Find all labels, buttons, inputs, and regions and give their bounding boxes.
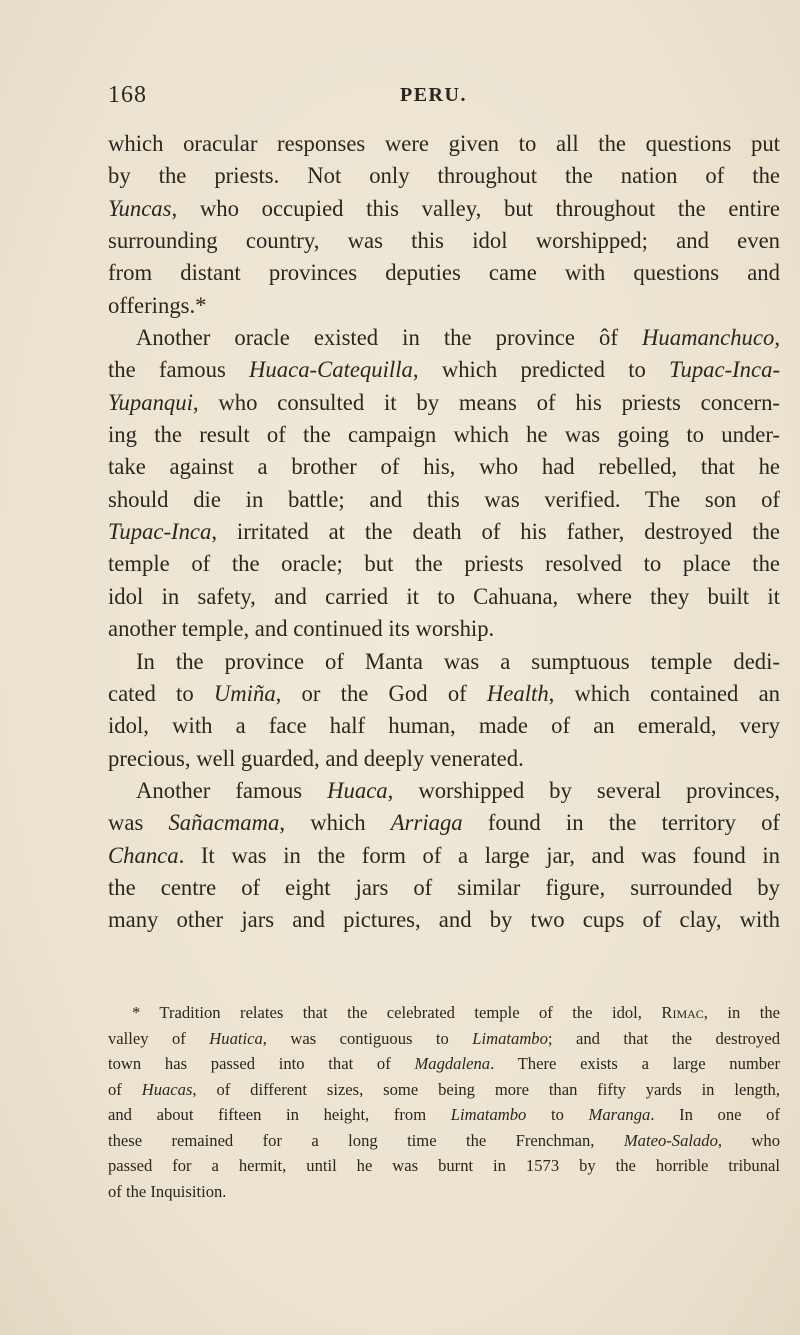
body-line: temple of the oracle; but the priests resolved to place the <box>108 551 780 577</box>
body-line: idol in safety, and carried it to Cahuana, where they built it <box>108 583 780 609</box>
body-line: another temple, and continued its worship. <box>108 616 495 642</box>
body-line: many other jars and pictures, and by two cups of clay, with <box>108 907 780 933</box>
body-line: by the priests. Not only throughout the nation of the <box>108 163 780 189</box>
body-text <box>108 128 780 937</box>
page-header <box>108 82 780 112</box>
body-line: was Sañacmama, which Arriaga found in the territory of <box>108 810 780 836</box>
body-line: take against a brother of his, who had rebelled, that he <box>108 454 780 480</box>
body-line: Chanca. It was in the form of a large jar, and was found in <box>108 842 780 868</box>
body-line: surrounding country, was this idol worshipped; and even <box>108 228 780 254</box>
body-line: precious, well guarded, and deeply venerated. <box>108 745 524 771</box>
body-line: Yupanqui, who consulted it by means of his priests concern- <box>108 389 780 415</box>
footnote-line: of the Inquisition. <box>108 1181 227 1201</box>
body-line: cated to Umiña, or the God of Health, which contained an <box>108 680 780 706</box>
footnote-line: * Tradition relates that the celebrated temple of the idol, Rimac, in the <box>132 1003 781 1022</box>
footnote-line: of Huacas, of different sizes, some being more than fifty yards in length, <box>108 1079 780 1099</box>
footnote-line: valley of Huatica, was contiguous to Limatambo; and that the destroyed <box>108 1028 780 1048</box>
body-line: idol, with a face half human, made of an emerald, very <box>108 713 780 739</box>
running-head: PERU. <box>400 84 467 106</box>
body-line: Another famous Huaca, worshipped by several provinces, <box>136 777 780 803</box>
footnote-line: and about fifteen in height, from Limatambo to Maranga. In one of <box>108 1105 780 1124</box>
footnote-line: these remained for a long time the Frenchman, Mateo-Salado, who <box>108 1130 781 1150</box>
footnote <box>108 1000 780 1204</box>
footnote-line: passed for a hermit, until he was burnt in 1573 by the horrible tribunal <box>108 1156 780 1175</box>
body-line: from distant provinces deputies came with questions and <box>108 260 780 286</box>
footnote-line: town has passed into that of Magdalena. There exists a large number <box>108 1054 780 1073</box>
body-line: Another oracle existed in the province ôf Huamanchuco, <box>136 325 780 351</box>
body-line: ing the result of the campaign which he was going to under- <box>108 422 780 448</box>
page-number: 168 <box>108 82 147 108</box>
body-line: the centre of eight jars of similar figure, surrounded by <box>108 874 780 900</box>
body-line: which oracular responses were given to all the questions put <box>108 131 780 156</box>
body-line: Yuncas, who occupied this valley, but throughout the entire <box>108 195 780 221</box>
body-line: the famous Huaca-Catequilla, which predicted to Tupac-Inca- <box>108 357 780 383</box>
body-line: should die in battle; and this was verified. The son of <box>108 486 780 512</box>
body-line: In the province of Manta was a sumptuous temple dedi- <box>136 648 780 674</box>
body-line: Tupac-Inca, irritated at the death of his father, destroyed the <box>108 519 780 545</box>
body-line: offerings.* <box>108 292 207 318</box>
